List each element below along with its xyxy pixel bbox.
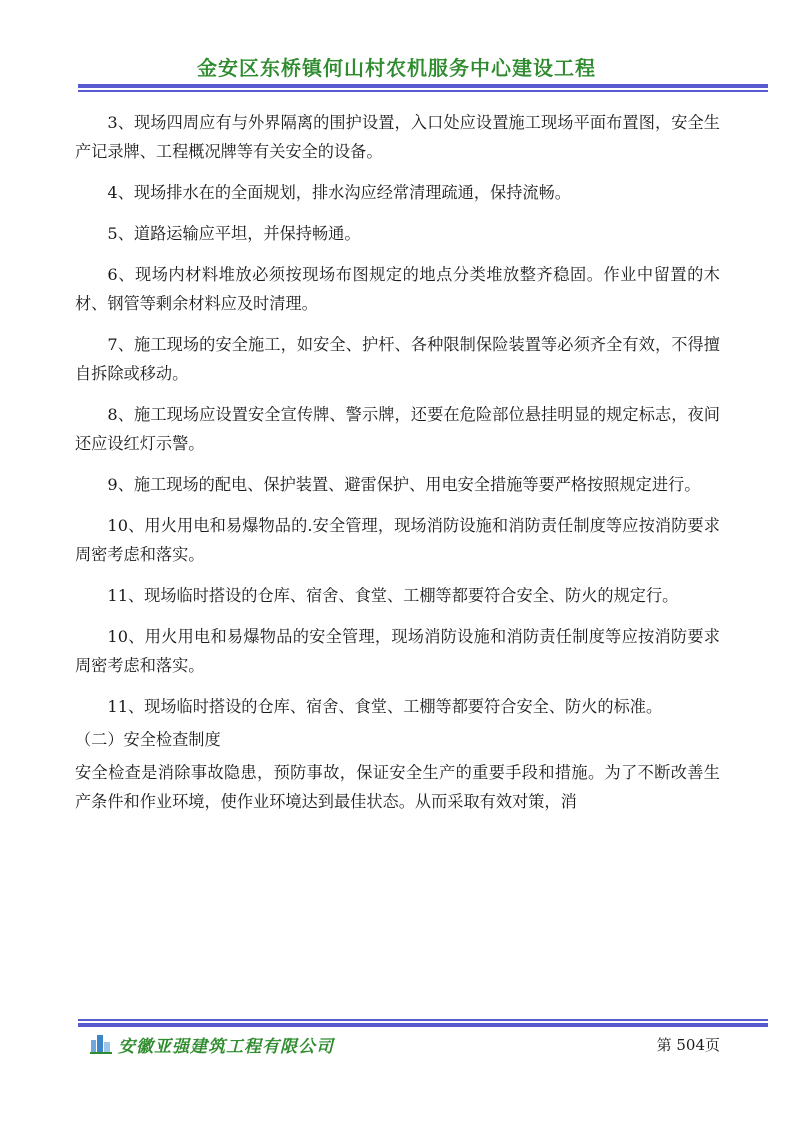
header-rule-thin (78, 90, 768, 92)
paragraph: 10、用火用电和易爆物品的.安全管理，现场消防设施和消防责任制度等应按消防要求周密考虑和落实。 (75, 516, 720, 564)
header-rule-thick (78, 84, 768, 88)
paragraph: 3、现场四周应有与外界隔离的围护设置，入口处应设置施工现场平面布置图，安全生产记录牌、工程概况牌等有关安全的设备。 (75, 113, 720, 161)
footer-company-name: 安徽亚强建筑工程有限公司 (118, 1037, 334, 1057)
document-body (75, 96, 720, 816)
footer-rule-thick (78, 1023, 768, 1027)
paragraph: 4、现场排水在的全面规划，排水沟应经常清理疏通，保持流畅。 (107, 183, 571, 202)
paragraph: 8、施工现场应设置安全宣传牌、警示牌，还要在危险部位悬挂明显的规定标志，夜间还应设红灯示警。 (75, 405, 720, 453)
paragraph: 6、现场内材料堆放必须按现场布图规定的地点分类堆放整齐稳固。作业中留置的木材、钢管等剩余材料应及时清理。 (75, 265, 720, 313)
paragraph: 10、用火用电和易爆物品的安全管理，现场消防设施和消防责任制度等应按消防要求周密考虑和落实。 (75, 627, 720, 675)
paragraph: 11、现场临时搭设的仓库、宿舍、食堂、工棚等都要符合安全、防火的规定行。 (107, 586, 679, 605)
section-heading: （二）安全检查制度 (75, 730, 221, 749)
building-logo-icon (90, 1032, 112, 1054)
page-footer (90, 1030, 720, 1060)
paragraph: 11、现场临时搭设的仓库、宿舍、食堂、工棚等都要符合安全、防火的标准。 (107, 697, 663, 716)
paragraph: 9、施工现场的配电、保护装置、避雷保护、用电安全措施等要严格按照规定进行。 (107, 475, 701, 494)
page-number: 第 504页 (656, 1036, 720, 1054)
paragraph: 安全检查是消除事故隐患，预防事故，保证安全生产的重要手段和措施。为了不断改善生产条件和作业环境，使作业环境达到最佳状态。从而采取有效对策，消 (75, 763, 720, 811)
page-header-title: 金安区东桥镇何山村农机服务中心建设工程 (197, 56, 596, 80)
paragraph: 7、施工现场的安全施工，如安全、护杆、各种限制保险装置等必须齐全有效，不得擅自拆除或移动。 (75, 335, 720, 383)
paragraph: 5、道路运输应平坦，并保持畅通。 (107, 224, 361, 243)
footer-rule-thin (78, 1019, 768, 1021)
